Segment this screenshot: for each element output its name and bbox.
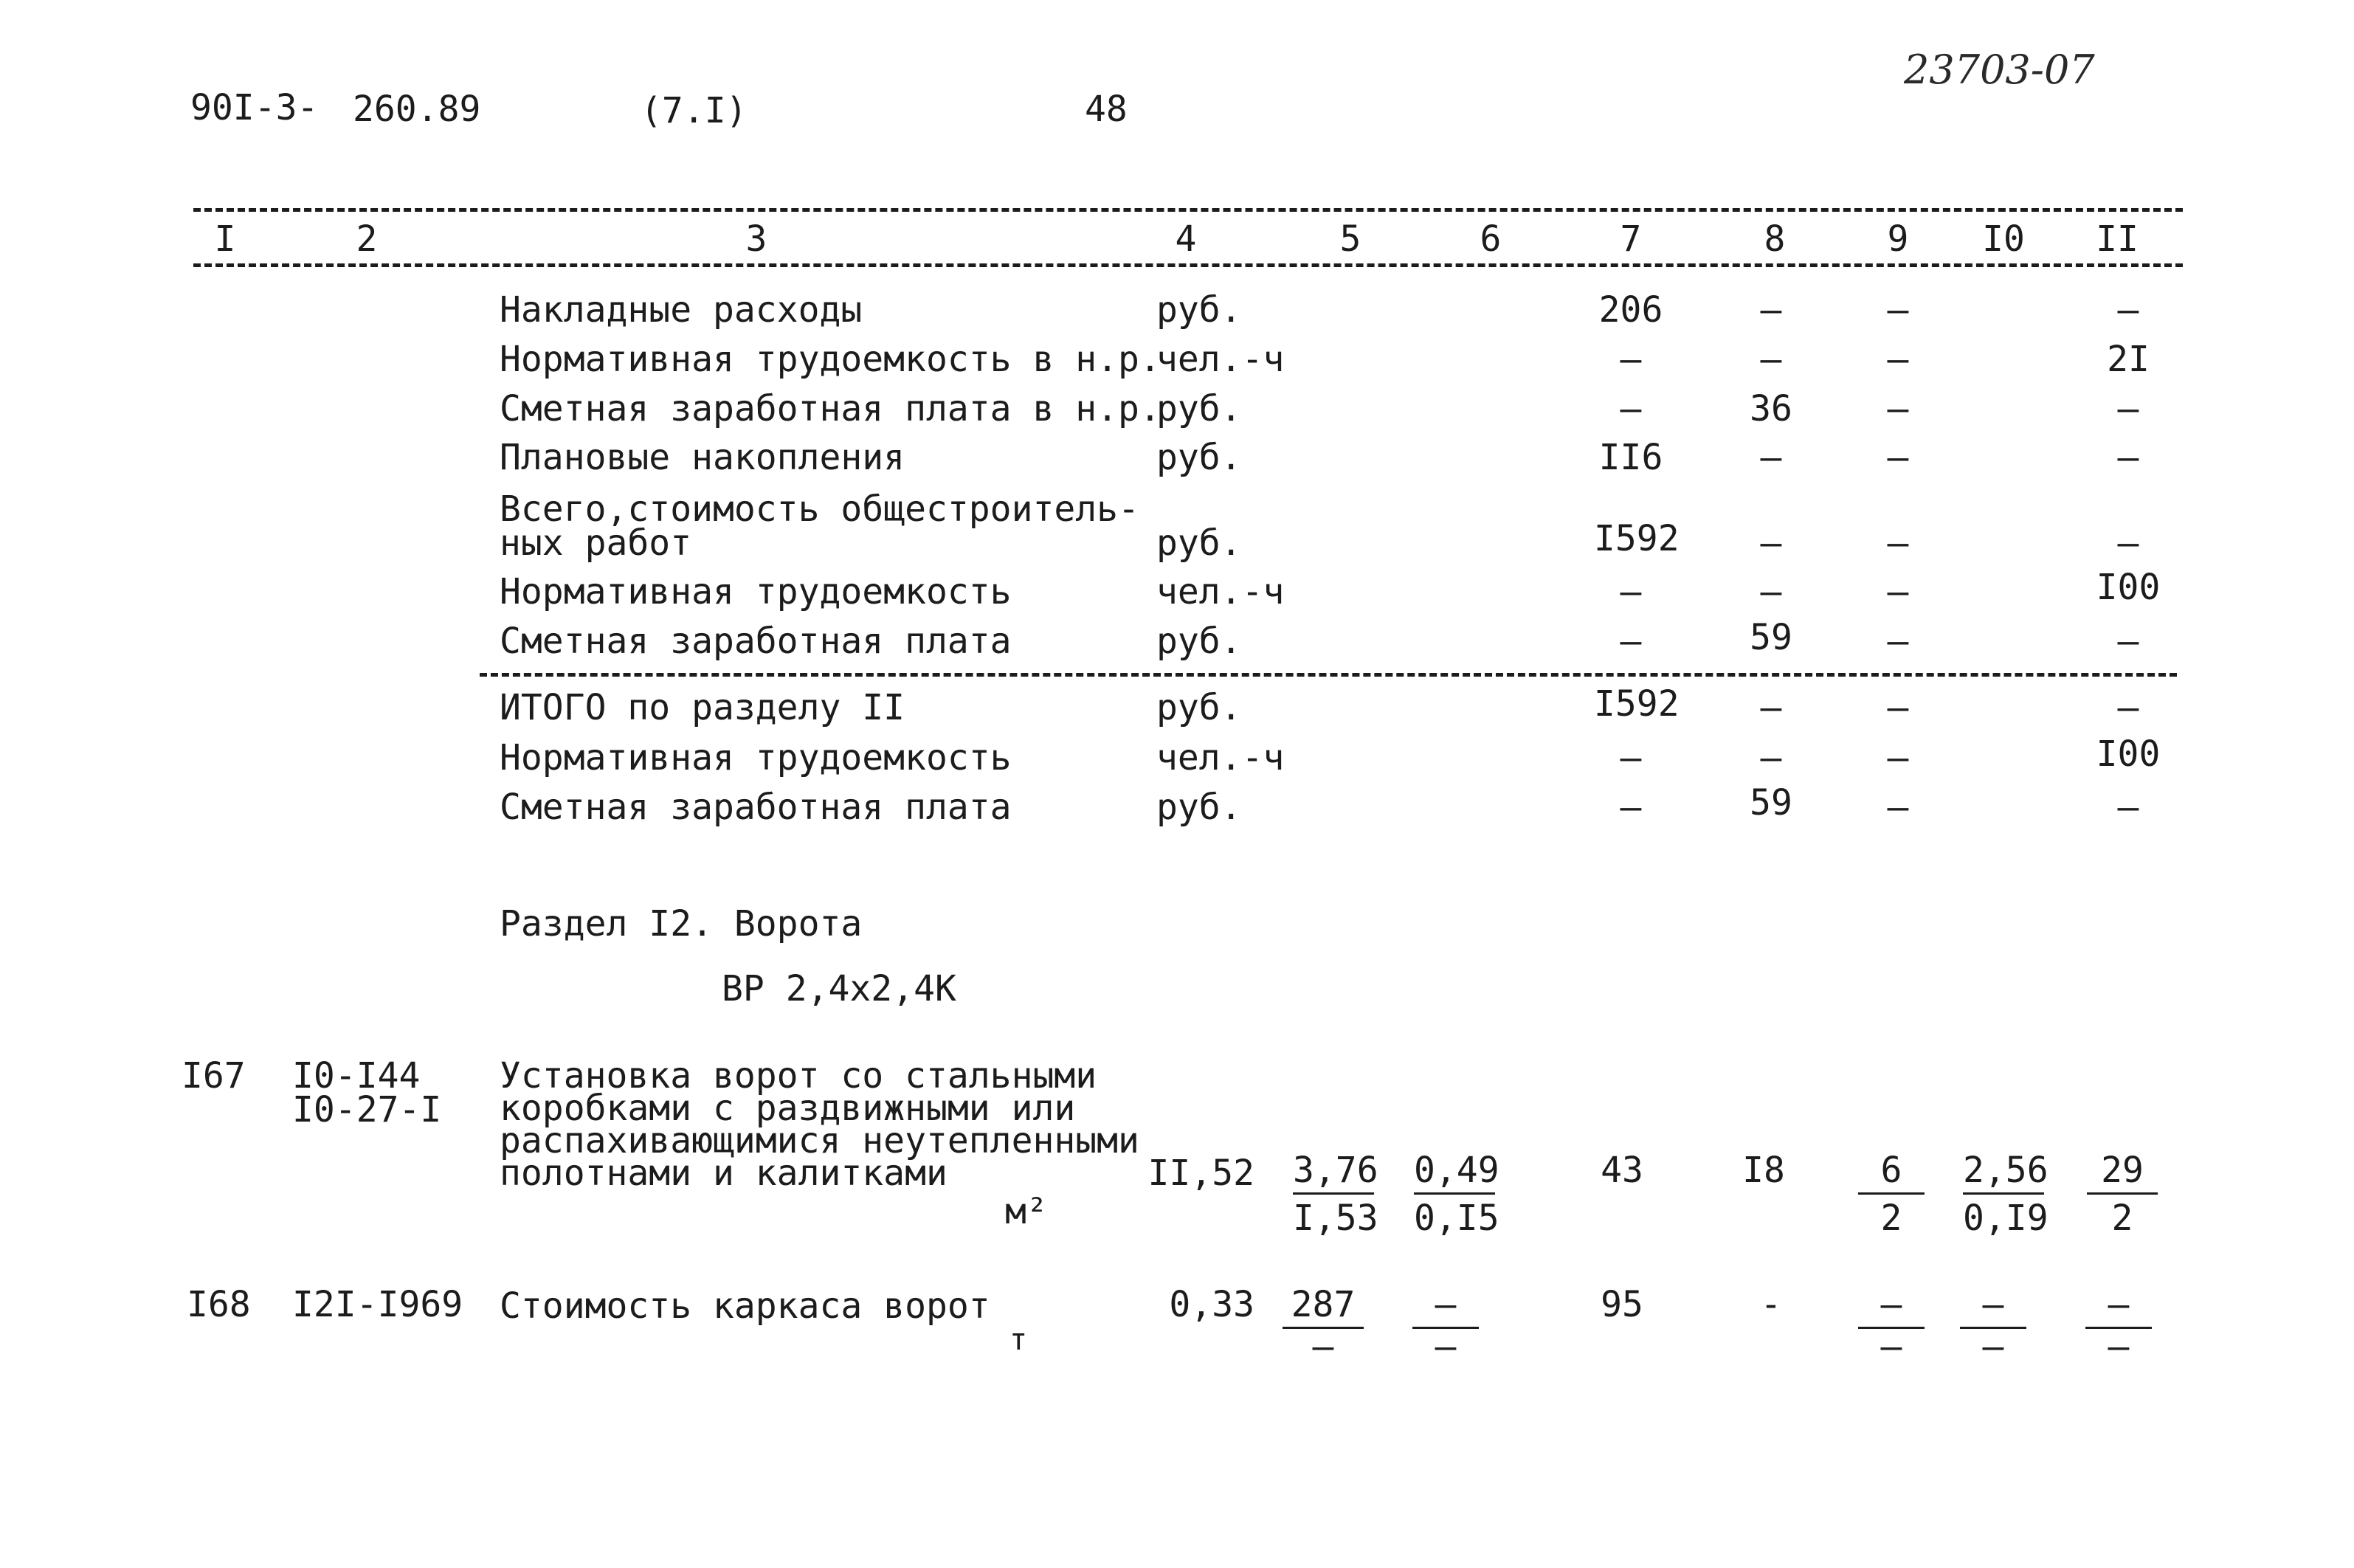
row-wage-overhead-name: Сметная заработная плата в н.р.	[500, 388, 1161, 429]
row-wage-overhead-c11: –	[2117, 388, 2139, 429]
row-total-cost-name-line1: Всего,стоимость общестроитель-	[500, 488, 1139, 530]
document-series: 90I-3-	[190, 87, 319, 128]
entry-168-number: I68	[187, 1284, 251, 1325]
entry-167-unit: м²	[1005, 1191, 1048, 1232]
total-wage-c9: –	[1887, 787, 1909, 828]
entry-167-c9-fraction	[1858, 1150, 1925, 1239]
entry-167-c10-numerator: 2,56	[1963, 1153, 2044, 1195]
total-norm-labor-c11: I00	[2096, 733, 2161, 775]
row-overhead-c7: 206	[1598, 289, 1663, 331]
header-rule-bottom	[193, 263, 2183, 267]
entry-168-c6-fraction	[1412, 1284, 1479, 1367]
row-planned-savings-c11: –	[2117, 437, 2139, 478]
entry-168-c8: -	[1760, 1284, 1782, 1325]
row-norm-labor-overhead-c8: –	[1760, 339, 1782, 380]
row-norm-labor-c9: –	[1887, 571, 1909, 612]
row-overhead-name: Накладные расходы	[500, 289, 863, 331]
col-header-4: 4	[1175, 218, 1197, 260]
entry-167-quantity: II,52	[1147, 1153, 1254, 1194]
entry-167-c5-fraction	[1293, 1150, 1378, 1239]
document-part: (7.I)	[641, 90, 748, 131]
entry-168-c9-fraction	[1858, 1284, 1925, 1367]
entry-168-c5-numerator: 287	[1283, 1287, 1364, 1329]
entry-168-c6-numerator: –	[1412, 1287, 1479, 1329]
row-norm-labor-unit: чел.-ч	[1156, 571, 1285, 612]
total-wage-c8: 59	[1750, 782, 1792, 823]
entry-167-code-2: I0-27-I	[292, 1089, 442, 1130]
row-norm-labor-overhead-name: Нормативная трудоемкость в н.р.	[500, 339, 1161, 380]
total-section-c7: I592	[1594, 683, 1680, 725]
col-header-7: 7	[1620, 218, 1642, 260]
document-number: 260.89	[353, 89, 481, 130]
row-wage-overhead-unit: руб.	[1156, 388, 1242, 429]
entry-167-desc-line-2: коробками с раздвижными или	[500, 1088, 1076, 1129]
row-planned-savings-c8: –	[1760, 437, 1782, 478]
section-title: Раздел I2. Ворота	[500, 903, 863, 944]
section-total-rule	[480, 673, 2177, 677]
entry-168-c6-denominator: –	[1435, 1326, 1457, 1367]
entry-168-c9-numerator: –	[1858, 1287, 1925, 1329]
archive-stamp: 23703-07	[1904, 46, 2095, 93]
row-total-cost-c8: –	[1760, 522, 1782, 564]
entry-167-c9-numerator: 6	[1858, 1153, 1925, 1195]
row-norm-labor-overhead-c7: –	[1620, 339, 1642, 380]
row-total-cost-c9: –	[1887, 522, 1909, 564]
col-header-10: I0	[1982, 218, 2025, 260]
row-overhead-c8: –	[1760, 289, 1782, 331]
row-planned-savings-c9: –	[1887, 437, 1909, 478]
col-header-3: 3	[745, 218, 767, 260]
row-norm-labor-name: Нормативная трудоемкость	[500, 571, 1012, 612]
entry-167-c11-fraction	[2087, 1150, 2158, 1239]
col-header-5: 5	[1339, 218, 1361, 260]
entry-167-c5-numerator: 3,76	[1293, 1153, 1374, 1195]
col-header-2: 2	[356, 218, 378, 260]
total-norm-labor-unit: чел.-ч	[1156, 737, 1285, 778]
entry-168-c5-denominator: –	[1312, 1326, 1334, 1367]
row-overhead-c9: –	[1887, 289, 1909, 331]
row-total-cost-name: ных работ	[500, 522, 692, 564]
entry-167-c9-denominator: 2	[1880, 1198, 1902, 1239]
col-header-8: 8	[1764, 218, 1786, 260]
row-planned-savings-c7: II6	[1598, 437, 1663, 478]
entry-167-c6-denominator: 0,I5	[1414, 1198, 1499, 1239]
row-wage-unit: руб.	[1156, 621, 1242, 662]
row-overhead-unit: руб.	[1156, 289, 1242, 331]
total-section-c8: –	[1760, 687, 1782, 728]
entry-168-c11-fraction	[2085, 1284, 2152, 1367]
header-rule-top	[193, 208, 2183, 212]
total-section-c9: –	[1887, 687, 1909, 728]
entry-168-unit: т	[1009, 1323, 1028, 1357]
col-header-11: II	[2096, 218, 2139, 260]
row-norm-labor-overhead-c11: 2I	[2107, 339, 2150, 380]
row-norm-labor-overhead-c9: –	[1887, 339, 1909, 380]
row-overhead-c11: –	[2117, 289, 2139, 331]
entry-167-c5-denominator: I,53	[1293, 1198, 1378, 1239]
total-wage-c7: –	[1620, 787, 1642, 828]
entry-168-c10-denominator: –	[1982, 1326, 2004, 1367]
row-wage-c11: –	[2117, 621, 2139, 662]
row-planned-savings-unit: руб.	[1156, 437, 1242, 478]
row-norm-labor-c7: –	[1620, 571, 1642, 612]
entry-168-c10-numerator: –	[1960, 1287, 2026, 1329]
entry-167-code-1: I0-I44	[292, 1055, 421, 1096]
entry-167-desc-line-3: распахивающимися неутепленными	[500, 1120, 1139, 1161]
row-norm-labor-overhead-unit: чел.-ч	[1156, 339, 1285, 380]
total-section-c11: –	[2117, 687, 2139, 728]
total-norm-labor-c9: –	[1887, 737, 1909, 778]
row-planned-savings-name: Плановые накопления	[500, 437, 905, 478]
entry-168-c10-fraction	[1960, 1284, 2026, 1367]
entry-167-number: I67	[182, 1055, 246, 1096]
row-total-cost-unit: руб.	[1156, 522, 1242, 564]
entry-168-c11-denominator: –	[2108, 1326, 2130, 1367]
total-norm-labor-name: Нормативная трудоемкость	[500, 737, 1012, 778]
entry-167-c6-fraction	[1414, 1150, 1499, 1239]
row-norm-labor-c11: I00	[2096, 567, 2161, 608]
entry-168-c7: 95	[1601, 1284, 1643, 1325]
total-wage-c11: –	[2117, 787, 2139, 828]
page-number: 48	[1085, 89, 1128, 130]
section-subtitle: ВР 2,4х2,4К	[722, 968, 956, 1009]
total-wage-unit: руб.	[1156, 787, 1242, 828]
entry-168-c9-denominator: –	[1880, 1326, 1902, 1367]
row-norm-labor-c8: –	[1760, 571, 1782, 612]
col-header-6: 6	[1480, 218, 1502, 260]
row-wage-c8: 59	[1750, 617, 1792, 658]
row-wage-name: Сметная заработная плата	[500, 621, 1012, 662]
entry-168-quantity: 0,33	[1169, 1284, 1254, 1325]
entry-168-desc: Стоимость каркаса ворот	[500, 1285, 990, 1327]
entry-167-desc-line-4: полотнами и калитками	[500, 1153, 948, 1194]
entry-168-c11-numerator: –	[2085, 1287, 2152, 1329]
total-section-unit: руб.	[1156, 687, 1242, 728]
entry-167-c10-fraction	[1963, 1150, 2048, 1239]
entry-167-c7: 43	[1601, 1150, 1643, 1191]
entry-167-desc-line-1: Установка ворот со стальными	[500, 1055, 1097, 1096]
entry-167-c6-numerator: 0,49	[1414, 1153, 1495, 1195]
entry-167-c11-denominator: 2	[2111, 1198, 2133, 1239]
col-header-9: 9	[1887, 218, 1909, 260]
col-header-1: I	[214, 218, 236, 260]
row-total-cost-c11: –	[2117, 522, 2139, 564]
row-wage-overhead-c7: –	[1620, 388, 1642, 429]
entry-167-c10-denominator: 0,I9	[1963, 1198, 2048, 1239]
total-wage-name: Сметная заработная плата	[500, 787, 1012, 828]
row-wage-c9: –	[1887, 621, 1909, 662]
entry-168-c5-fraction	[1283, 1284, 1364, 1367]
total-section-name: ИТОГО по разделу II	[500, 687, 905, 728]
row-total-cost-c7: I592	[1594, 518, 1680, 559]
total-norm-labor-c7: –	[1620, 737, 1642, 778]
entry-168-code: I2I-I969	[292, 1284, 463, 1325]
entry-167-c8: I8	[1742, 1150, 1785, 1191]
total-norm-labor-c8: –	[1760, 737, 1782, 778]
row-wage-c7: –	[1620, 621, 1642, 662]
row-wage-overhead-c8: 36	[1750, 388, 1792, 429]
entry-167-c11-numerator: 29	[2087, 1153, 2158, 1195]
row-wage-overhead-c9: –	[1887, 388, 1909, 429]
